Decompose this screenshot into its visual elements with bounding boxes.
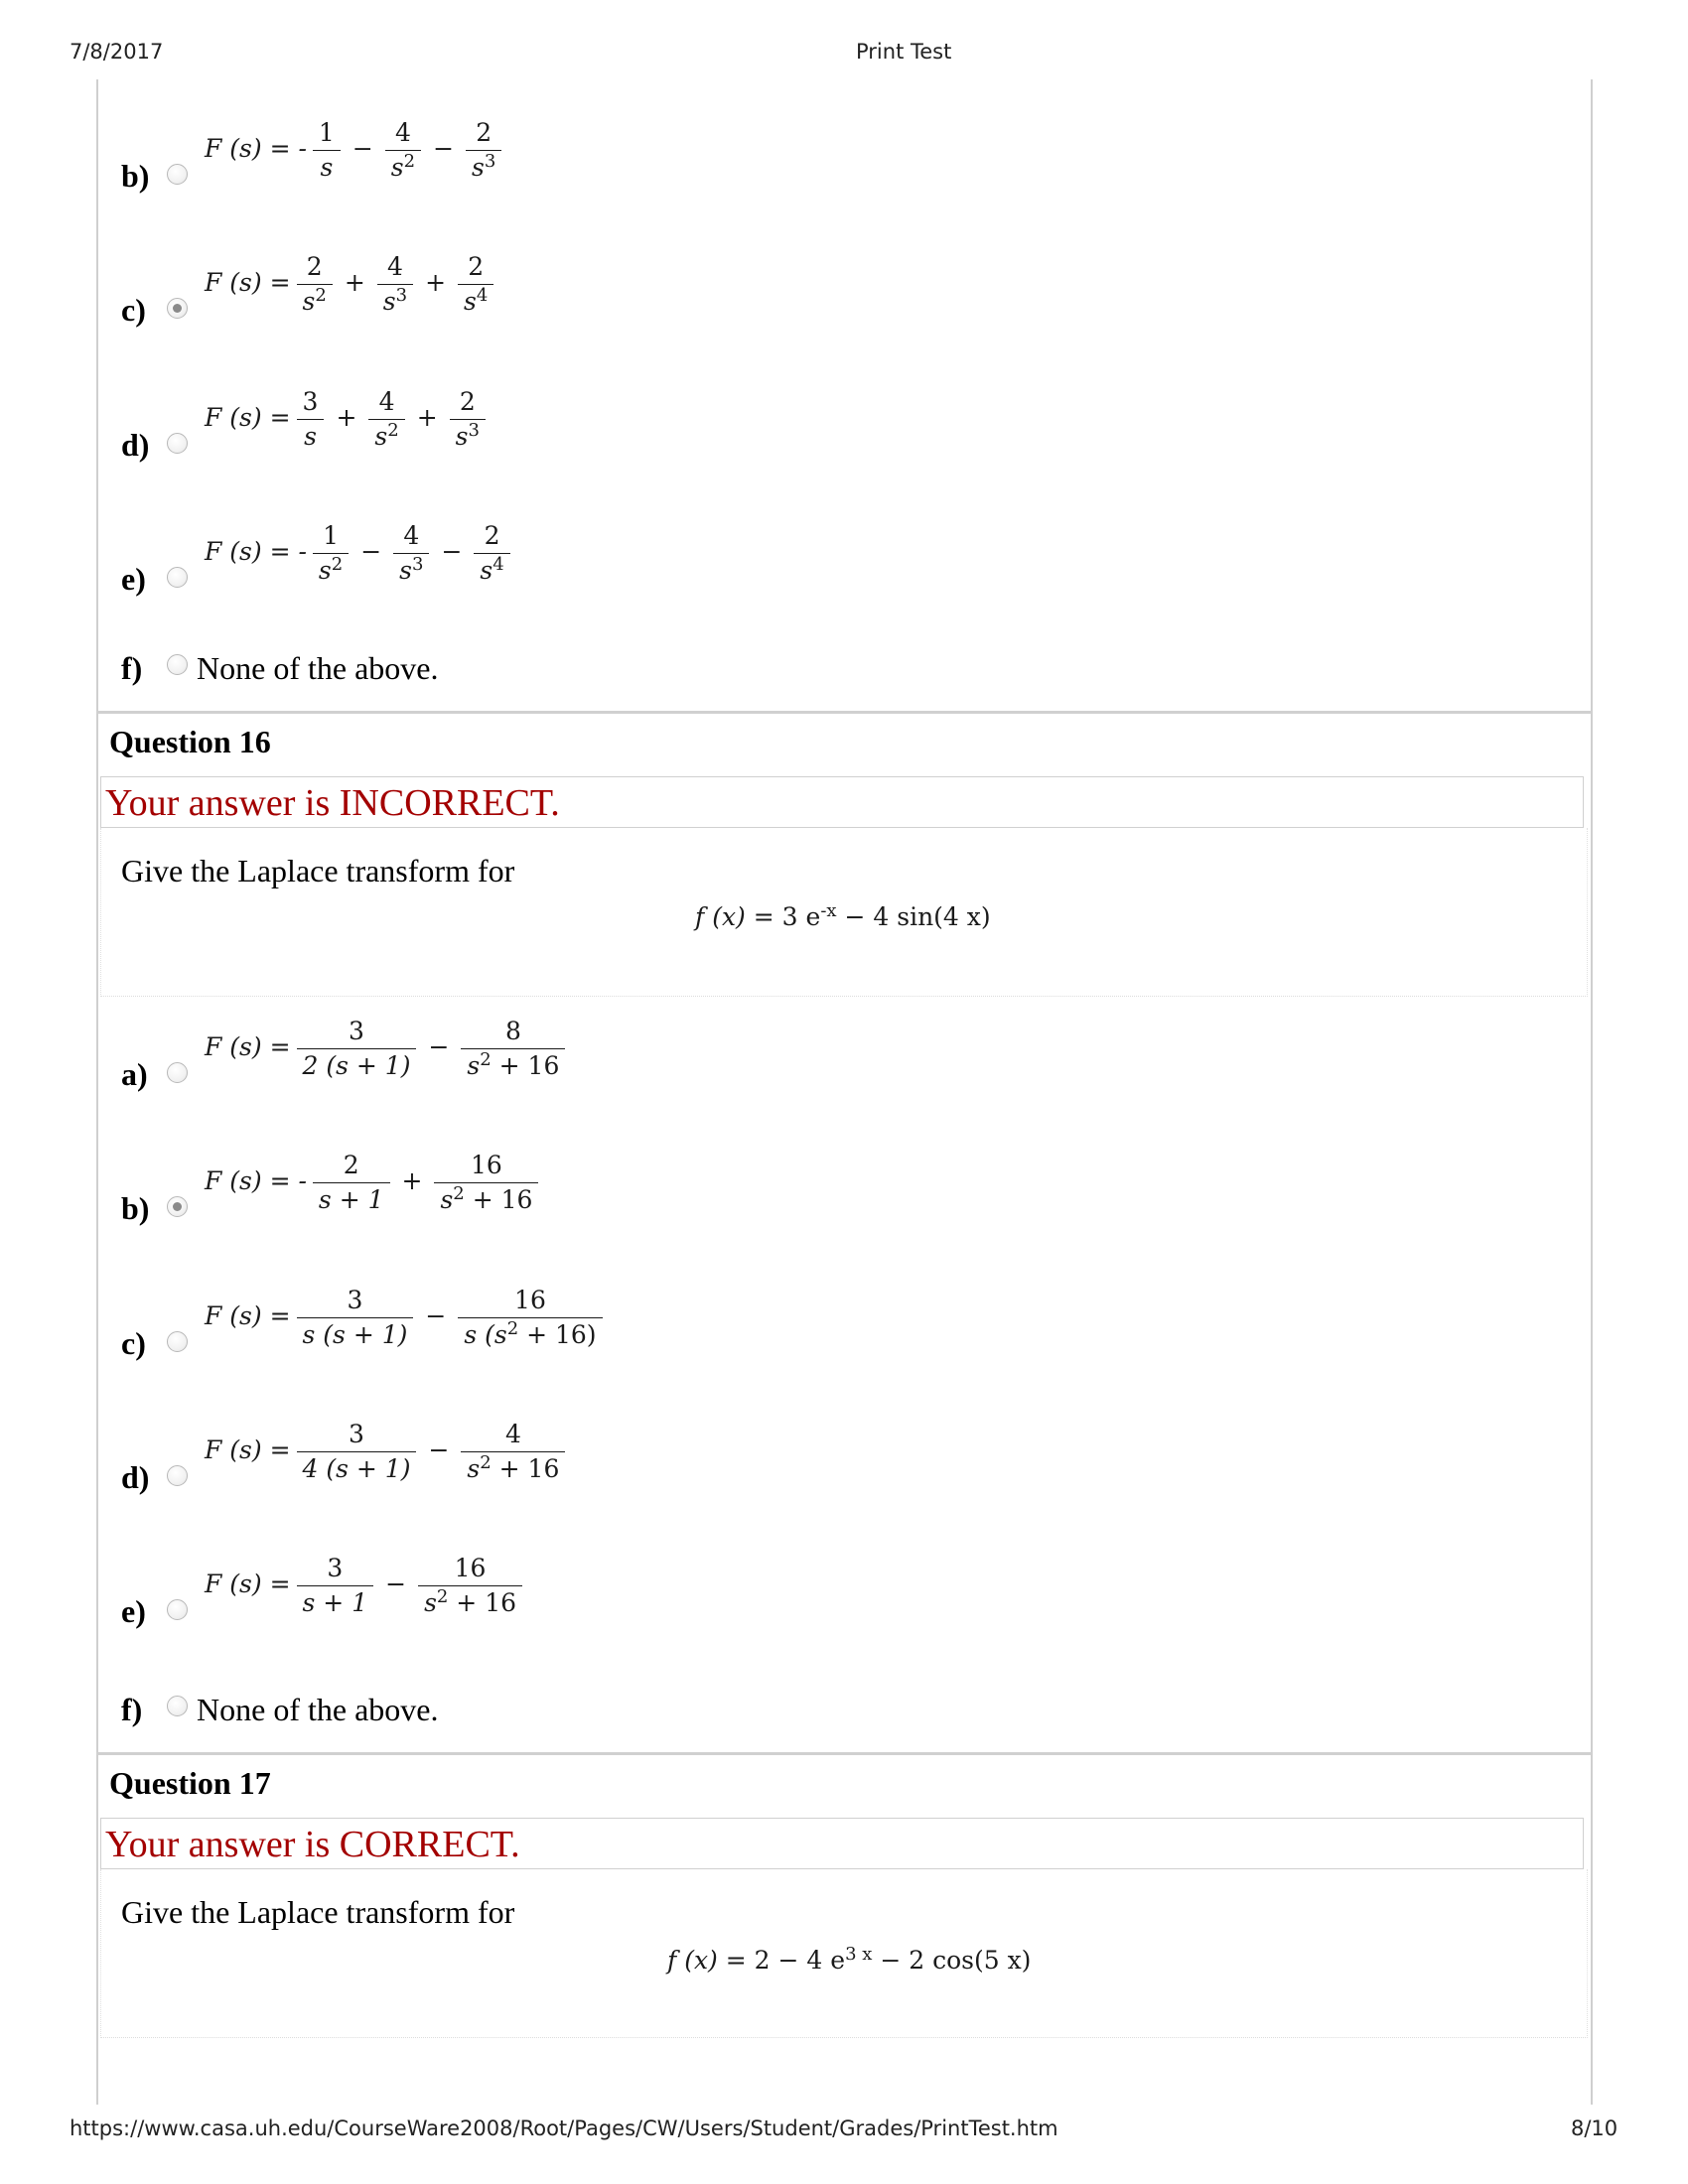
fraction [458, 250, 493, 319]
denominator-base: s + 1 [318, 1185, 384, 1214]
fraction-denominator [297, 420, 325, 454]
answer-option-f[interactable] [121, 650, 1313, 720]
answer-formula [205, 116, 507, 185]
fraction-denominator [385, 151, 421, 185]
formula-operator: − [360, 537, 382, 566]
function-expression [695, 902, 991, 931]
denominator-base: s [318, 556, 332, 585]
fraction [434, 1149, 538, 1217]
denominator-base: s [302, 287, 316, 316]
denominator-base: s [440, 1185, 454, 1214]
radio-button[interactable] [167, 1196, 188, 1217]
answer-formula [205, 385, 492, 454]
denominator-base: s [374, 422, 388, 451]
option-letter: a) [121, 1056, 148, 1092]
denominator-exponent: 2 [436, 1586, 449, 1607]
fraction [313, 1149, 390, 1217]
fraction-denominator [418, 1586, 522, 1620]
answer-verdict-box [100, 776, 1584, 828]
function-exponent: -x [820, 900, 837, 921]
denominator-exponent: 2 [403, 151, 416, 172]
fraction-numerator: 3 [297, 1552, 374, 1586]
formula-operator: − [352, 134, 373, 163]
fraction [461, 1015, 565, 1083]
answer-formula [205, 519, 516, 588]
fraction-numerator: 3 [297, 1284, 414, 1318]
formula-lhs: F (s) = [205, 403, 291, 432]
denominator-tail: + 16) [518, 1320, 597, 1349]
function-term-b: − 2 cos(5 x) [872, 1946, 1032, 1975]
function-term-b: − 4 sin(4 x) [836, 902, 991, 931]
denominator-base: s [480, 556, 493, 585]
option-letter: e) [121, 561, 146, 597]
question-prompt: Give the Laplace transform for [121, 853, 515, 888]
answer-option-a[interactable] [121, 1017, 1313, 1092]
fraction-numerator: 2 [458, 250, 493, 285]
answer-option-c[interactable] [121, 1286, 1313, 1361]
fraction-numerator: 3 [297, 1015, 417, 1049]
fraction-numerator: 3 [297, 385, 325, 420]
content-frame-right-border [1591, 79, 1593, 2105]
fraction-denominator [461, 1452, 565, 1486]
formula-lhs: F (s) = - [205, 134, 307, 163]
fraction [385, 116, 421, 185]
fraction-denominator [377, 285, 413, 319]
formula-operator: + [344, 268, 365, 297]
answer-formula [205, 1552, 528, 1620]
option-letter: c) [121, 1325, 146, 1361]
fraction [377, 250, 413, 319]
formula-operator: − [385, 1570, 407, 1598]
radio-button[interactable] [167, 1062, 188, 1083]
fraction-numerator: 4 [377, 250, 413, 285]
formula-operator: − [428, 1435, 450, 1464]
fraction [297, 1552, 374, 1620]
fraction-denominator [450, 420, 486, 454]
denominator-exponent: 2 [315, 285, 327, 306]
formula-operator: + [425, 268, 447, 297]
page-title: Print Test [856, 40, 952, 64]
function-term-a: 3 e [781, 902, 821, 931]
fraction-numerator: 2 [450, 385, 486, 420]
fraction [461, 1418, 565, 1486]
fraction [466, 116, 501, 185]
radio-button[interactable] [167, 654, 188, 675]
fraction-numerator: 4 [385, 116, 421, 151]
fraction-numerator: 4 [368, 385, 404, 420]
denominator-exponent: 3 [484, 151, 496, 172]
fraction [450, 385, 486, 454]
denominator-exponent: 3 [395, 285, 408, 306]
option-letter: b) [121, 158, 150, 194]
answer-formula [205, 1418, 571, 1486]
formula-lhs: F (s) = [205, 268, 291, 297]
option-letter: c) [121, 292, 146, 328]
fraction [297, 1284, 414, 1352]
denominator-tail: + 16 [464, 1185, 533, 1214]
fraction-numerator: 16 [458, 1284, 602, 1318]
option-letter: e) [121, 1593, 146, 1629]
fraction-denominator [474, 554, 509, 588]
formula-lhs: F (s) = - [205, 1166, 307, 1195]
denominator-exponent: 3 [468, 420, 480, 441]
function-term-a: 2 − 4 e [754, 1946, 846, 1975]
fraction [297, 250, 333, 319]
fraction-denominator [368, 420, 404, 454]
denominator-exponent: 2 [480, 1452, 492, 1473]
question-title: Question 17 [109, 1765, 271, 1801]
fraction-numerator: 1 [313, 116, 341, 151]
fraction [313, 519, 349, 588]
fraction-denominator [466, 151, 501, 185]
radio-button[interactable] [167, 164, 188, 185]
answer-option-d[interactable] [121, 1420, 1313, 1495]
fraction-denominator [297, 1452, 417, 1486]
fraction [313, 116, 341, 185]
fraction-denominator [313, 554, 349, 588]
denominator-exponent: 2 [480, 1049, 492, 1070]
radio-button[interactable] [167, 1331, 188, 1352]
answer-option-e[interactable] [121, 521, 1313, 597]
denominator-base: 2 (s + 1) [302, 1051, 411, 1080]
answer-formula [205, 1149, 544, 1217]
denominator-exponent: 3 [412, 554, 424, 575]
fraction-numerator: 3 [297, 1418, 417, 1452]
question-title: Question 16 [109, 724, 271, 759]
fraction-numerator: 8 [461, 1015, 565, 1049]
formula-lhs: F (s) = - [205, 537, 307, 566]
content-frame-left-border [96, 79, 98, 2105]
denominator-base: s [320, 153, 334, 182]
radio-button[interactable] [167, 298, 188, 319]
formula-operator: + [336, 403, 357, 432]
fraction [418, 1552, 522, 1620]
option-letter: f) [121, 650, 143, 686]
denominator-base: s [467, 1051, 481, 1080]
answer-formula [205, 1284, 609, 1352]
fraction-denominator [297, 285, 333, 319]
fraction-numerator: 2 [474, 519, 509, 554]
answer-verdict-text: Your answer is CORRECT. [105, 1824, 520, 1865]
fraction-denominator [393, 554, 429, 588]
formula-lhs: F (s) = [205, 1435, 291, 1464]
fraction [474, 519, 509, 588]
answer-option-b[interactable] [121, 118, 1313, 194]
page-number: 8/10 [1571, 2116, 1618, 2140]
fraction-denominator [313, 151, 341, 185]
option-letter: d) [121, 427, 150, 463]
fraction [368, 385, 404, 454]
formula-lhs: F (s) = [205, 1301, 291, 1330]
fraction-denominator [297, 1586, 374, 1620]
option-text: None of the above. [197, 650, 439, 686]
fraction [297, 385, 325, 454]
denominator-tail: + 16 [448, 1588, 517, 1617]
fraction-numerator: 2 [466, 116, 501, 151]
denominator-base: s + 1 [302, 1588, 368, 1617]
denominator-base: 4 (s + 1) [302, 1454, 411, 1483]
denominator-exponent: 2 [506, 1318, 519, 1339]
fraction [393, 519, 429, 588]
fraction [297, 1015, 417, 1083]
page-url: https://www.casa.uh.edu/CourseWare2008/Root/Pages/CW/Users/Student/Grades/PrintTest.htm [70, 2116, 1058, 2140]
option-letter: f) [121, 1692, 143, 1727]
answer-formula [205, 250, 499, 319]
denominator-exponent: 4 [492, 554, 504, 575]
function-expression [667, 1946, 1031, 1975]
function-lhs: f (x) = [667, 1946, 747, 1975]
question-divider [96, 1752, 1593, 1755]
answer-option-c[interactable] [121, 252, 1313, 328]
fraction-denominator [313, 1183, 390, 1217]
formula-operator: − [425, 1301, 447, 1330]
denominator-base: s [424, 1588, 437, 1617]
radio-button[interactable] [167, 433, 188, 454]
denominator-exponent: 4 [476, 285, 489, 306]
formula-operator: + [416, 403, 438, 432]
denominator-base: s [464, 287, 477, 316]
question-prompt: Give the Laplace transform for [121, 1894, 515, 1930]
fraction-denominator [458, 1318, 602, 1352]
formula-operator: − [433, 134, 455, 163]
denominator-exponent: 2 [387, 420, 399, 441]
denominator-tail: + 16 [491, 1454, 560, 1483]
fraction-denominator [297, 1049, 417, 1083]
answer-option-f[interactable] [121, 1692, 1313, 1761]
fraction [458, 1284, 602, 1352]
formula-lhs: F (s) = [205, 1570, 291, 1598]
fraction-denominator [458, 285, 493, 319]
answer-option-d[interactable] [121, 387, 1313, 463]
function-exponent: 3 x [845, 1944, 873, 1965]
denominator-base: s [472, 153, 485, 182]
denominator-exponent: 2 [453, 1183, 465, 1204]
question-divider [96, 711, 1593, 714]
radio-button[interactable] [167, 1599, 188, 1620]
formula-operator: + [401, 1166, 423, 1195]
fraction-numerator: 1 [313, 519, 349, 554]
radio-button[interactable] [167, 567, 188, 588]
fraction-numerator: 4 [393, 519, 429, 554]
denominator-base: s [390, 153, 404, 182]
fraction [297, 1418, 417, 1486]
fraction-numerator: 2 [297, 250, 333, 285]
answer-verdict-box [100, 1818, 1584, 1869]
option-letter: d) [121, 1459, 150, 1495]
fraction-denominator [461, 1049, 565, 1083]
fraction-numerator: 16 [434, 1149, 538, 1183]
denominator-tail: + 16 [491, 1051, 560, 1080]
denominator-base: s (s [464, 1320, 507, 1349]
denominator-base: s [455, 422, 469, 451]
denominator-base: s [304, 422, 317, 451]
formula-lhs: F (s) = [205, 1032, 291, 1061]
fraction-numerator: 16 [418, 1552, 522, 1586]
formula-operator: − [441, 537, 463, 566]
radio-button[interactable] [167, 1465, 188, 1486]
print-date: 7/8/2017 [70, 40, 164, 64]
option-text: None of the above. [197, 1692, 439, 1727]
function-lhs: f (x) = [695, 902, 774, 931]
denominator-base: s [382, 287, 396, 316]
formula-operator: − [428, 1032, 450, 1061]
denominator-base: s [399, 556, 413, 585]
denominator-base: s [467, 1454, 481, 1483]
fraction-numerator: 4 [461, 1418, 565, 1452]
fraction-denominator [434, 1183, 538, 1217]
radio-button[interactable] [167, 1696, 188, 1716]
fraction-numerator: 2 [313, 1149, 390, 1183]
option-letter: b) [121, 1190, 150, 1226]
answer-verdict-text: Your answer is INCORRECT. [105, 782, 560, 824]
denominator-base: s (s + 1) [302, 1320, 408, 1349]
fraction-denominator [297, 1318, 414, 1352]
answer-formula [205, 1015, 571, 1083]
answer-option-b[interactable] [121, 1151, 1313, 1226]
denominator-exponent: 2 [331, 554, 344, 575]
answer-option-e[interactable] [121, 1554, 1313, 1629]
